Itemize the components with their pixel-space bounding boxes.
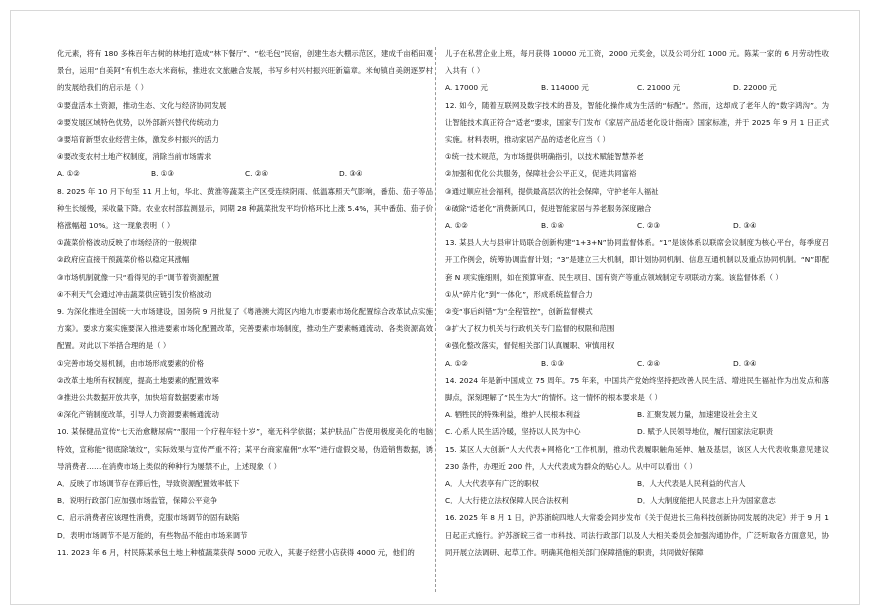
- option-line: ①要盘活本土资源，推动生态、文化与经济协同发展: [57, 100, 227, 110]
- answer-choices-row: [57, 165, 433, 182]
- answer-choice: C. ②④: [637, 358, 661, 368]
- option-line: ③要培育新型农业经营主体，激发乡村振兴的活力: [57, 135, 219, 145]
- question-text: 16. 2025 年 8 月 1 日，沪苏浙皖四地人大常委会同步发布《关于促进长三角科技创新协同发展的决定》并于 9 月 1 日起正式施行。沪苏浙皖三省一市科技、司法行政部门以及人大相关委员会加强沟通协作，广泛听取各方面意见，协同开展立法调研、起草工作。明确其他相关部门保障措施的职责，共同做好保障: [445, 513, 829, 557]
- answer-choice: D．人大制度能把人民意志上升为国家意志: [637, 496, 776, 506]
- answer-choice: A. 17000 元: [445, 83, 488, 93]
- answer-choice: B．人大代表是人民利益的代言人: [637, 479, 746, 489]
- answer-choice: A．人大代表享有广泛的职权: [445, 479, 539, 489]
- answer-choice: A. ①②: [445, 358, 468, 368]
- answer-choice: B. ①③: [151, 169, 175, 179]
- answer-choice: A. ①②: [57, 169, 80, 179]
- answer-choices-row: [445, 406, 829, 423]
- answer-choice: D. 赋予人民领导地位，履行国家法定职责: [637, 427, 774, 437]
- answer-choice: C. ②④: [245, 169, 269, 179]
- answer-choice: B. 114000 元: [541, 83, 589, 93]
- option-line: ②加强和优化公共服务，保障社会公平正义，促进共同富裕: [445, 169, 637, 179]
- answer-choice: B. ①④: [541, 221, 565, 231]
- answer-choice: A. 牺牲民的特殊利益，维护人民根本利益: [445, 410, 581, 420]
- answer-choice: A. ①②: [445, 221, 468, 231]
- answer-choice: B. ①③: [541, 358, 565, 368]
- question-text: 化元素，将有 180 多株百年古树的林地打造成“林下餐厅”、“松毛包”民宿，创建生态大棚示范区，建成千亩稻田观景台，运用“自美阿”有机生态大米商标，推进农文旅融合发展，书写乡村兴村振兴旺新篇章。米甸镇自美朗逐罗村的发展给我们的启示是（ ）: [57, 49, 433, 93]
- answer-choice: B. 汇聚发展力量，加速建设社会主义: [637, 410, 758, 420]
- answer-choice: C. 21000 元: [637, 83, 681, 93]
- exam-page: [10, 10, 860, 605]
- question-text: 13. 某县人大与县审计局联合创新构建“1+3+N”协同监督体系。“1”是该体系以联席会议制度为核心平台，每季度召开工作例会，统筹协调监督计划；“3”是建立三大机制，即计划协同机制、信息互通机制以及重点协同机制。“N”即配套 N 项实施细则，如在预算审查、民生项目、国有资产等重点领域制定专项联动方案。该监督体系（ ）: [445, 238, 829, 282]
- answer-choices-row: [445, 475, 829, 492]
- option-line: ③扩大了权力机关与行政机关专门监督的权限和范围: [445, 324, 615, 334]
- option-line: ③市场机制就像一只“看得见的手”调节着资源配置: [57, 272, 220, 282]
- answer-choice: D. ③④: [733, 358, 757, 368]
- question-text: 9. 为深化推进全国统一大市场建设，国务院 9 月批复了《粤港澳大湾区内地九市要素市场化配置综合改革试点实施方案》。要求方案实施要深入推进要素市场化配置改革，完善要素市场制度，推动生产要素畅通流动、各类资源高效配置。对此以下举措合理的是（ ）: [57, 307, 433, 351]
- option-line: ①完善市场交易机制，由市场形成要素的价格: [57, 358, 205, 368]
- question-text: 8. 2025 年 10 月下旬至 11 月上旬，华北、黄淮等蔬菜主产区受连续阴雨、低温寡照天气影响，番茄、茄子等品种生长缓慢，采收量下降。农业农村部监测显示，同期 28 种蔬菜批发平均价格环比上涨 5.4%，其中番茄、茄子价格涨幅超 10%。这一现象表明（ ）: [57, 186, 433, 231]
- column-divider: [435, 47, 436, 592]
- option-line: C．启示消费者应该理性消费，克服市场调节的固有缺陷: [57, 513, 240, 523]
- option-line: D．表明市场调节不是万能的，有些物品不能由市场来调节: [57, 530, 248, 540]
- option-line: ④不利天气会通过冲击蔬菜供应链引发价格波动: [57, 289, 212, 299]
- option-line: ④深化产销制度改革，引导人力资源要素畅通流动: [57, 410, 219, 420]
- right-column: [445, 45, 829, 561]
- option-line: ③推进公共数据开放共享，加快培育数据要素市场: [57, 393, 219, 403]
- question-text: 15. 某区人大创新“人大代表+网格化”工作机制，推动代表履职触角延伸、触及基层，该区人大代表收集意见建议 230 条件，办理近 200 件，人大代表成为群众的贴心人。从中可以看出（ ）: [445, 444, 829, 471]
- option-line: ①从“碎片化”到“一体化”，形成系统监督合力: [445, 289, 593, 299]
- answer-choice: C. ②③: [637, 221, 661, 231]
- question-text: 11. 2023 年 6 月，村民陈某承包土地上种植蔬菜获得 5000 元收入，其妻子经营小店获得 4000 元，他们的: [57, 547, 415, 557]
- option-line: A．反映了市场调节存在滞后性，导致资源配置效率低下: [57, 479, 240, 489]
- question-text: 儿子在私营企业上班，每月获得 10000 元工资，2000 元奖金，以及公司分红 1000 元。陈某一家的 6 月劳动性收入共有（ ）: [445, 49, 829, 76]
- option-line: ③通过顺应社会福利，提供最高层次的社会保障，守护老年人福祉: [445, 186, 659, 196]
- question-text: 12. 如今，随着互联网及数字技术的普及，智能化操作成为生活的“标配”。然而，这却成了老年人的“数字鸿沟”。为让智能技术真正符合“适老”要求，国家专门发布《家居产品适老化设计指南》国家标准，并于 2025 年 9 月 1 日正式实施。材料表明，推动家居产品的适老化应当（ ）: [445, 100, 829, 145]
- option-line: B．说明行政部门应加强市场监管，保障公平竞争: [57, 496, 218, 506]
- answer-choices-row: [445, 79, 829, 96]
- answer-choices-row: [445, 492, 829, 509]
- option-line: ①统一技术规范，为市场提供明确指引，以技术赋能智慧养老: [445, 152, 644, 162]
- option-line: ④破除“适老化”消费新风口，促进智能家居与养老服务深度融合: [445, 203, 652, 213]
- answer-choices-row: [445, 355, 829, 372]
- answer-choice: D. 22000 元: [733, 83, 777, 93]
- question-text: 14. 2024 年是新中国成立 75 周年。75 年来，中国共产党始终坚持把改善人民生活、增进民生福祉作为出发点和落脚点，深刻理解了“民生为大”的情怀。这一情怀的根本要求是（ ）: [445, 375, 829, 403]
- option-line: ②政府应直接干预蔬菜价格以稳定其涨幅: [57, 255, 190, 265]
- question-text: 10. 某保健品宣传“七天治愈糖尿病”“服用一个疗程年轻十岁”，毫无科学依据；某护肤品广告使用极度美化的电脑特效，宣称能“彻底除皱纹”，实际效果与宣传严重不符；某平台商家雇佣“水军”进行虚假交易，伪造销售数据，诱导消费者……在消费市场上类似的种种行为屡禁不止，上述现象（ ）: [57, 427, 433, 471]
- left-column: [57, 45, 433, 561]
- answer-choice: C．人大行使立法权保障人民合法权利: [445, 496, 569, 506]
- answer-choice: D. ③④: [339, 169, 363, 179]
- option-line: ②变“事后纠错”为“全程管控”，创新监督模式: [445, 307, 593, 317]
- option-line: ④强化整改落实，督促相关部门认真履职、审慎用权: [445, 341, 615, 351]
- answer-choice: C. 心系人民生活冷暖，坚持以人民为中心: [445, 427, 581, 437]
- option-line: ④要改变农村土地产权制度，消除当前市场需求: [57, 152, 212, 162]
- option-line: ①蔬菜价格波动反映了市场经济的一般规律: [57, 238, 197, 248]
- answer-choices-row: [445, 423, 829, 440]
- option-line: ②要发展区域特色优势，以外部新兴替代传统动力: [57, 117, 219, 127]
- option-line: ②改革土地所有权制度，提高土地要素的配置效率: [57, 375, 219, 385]
- answer-choice: D. ③④: [733, 221, 757, 231]
- answer-choices-row: [445, 217, 829, 234]
